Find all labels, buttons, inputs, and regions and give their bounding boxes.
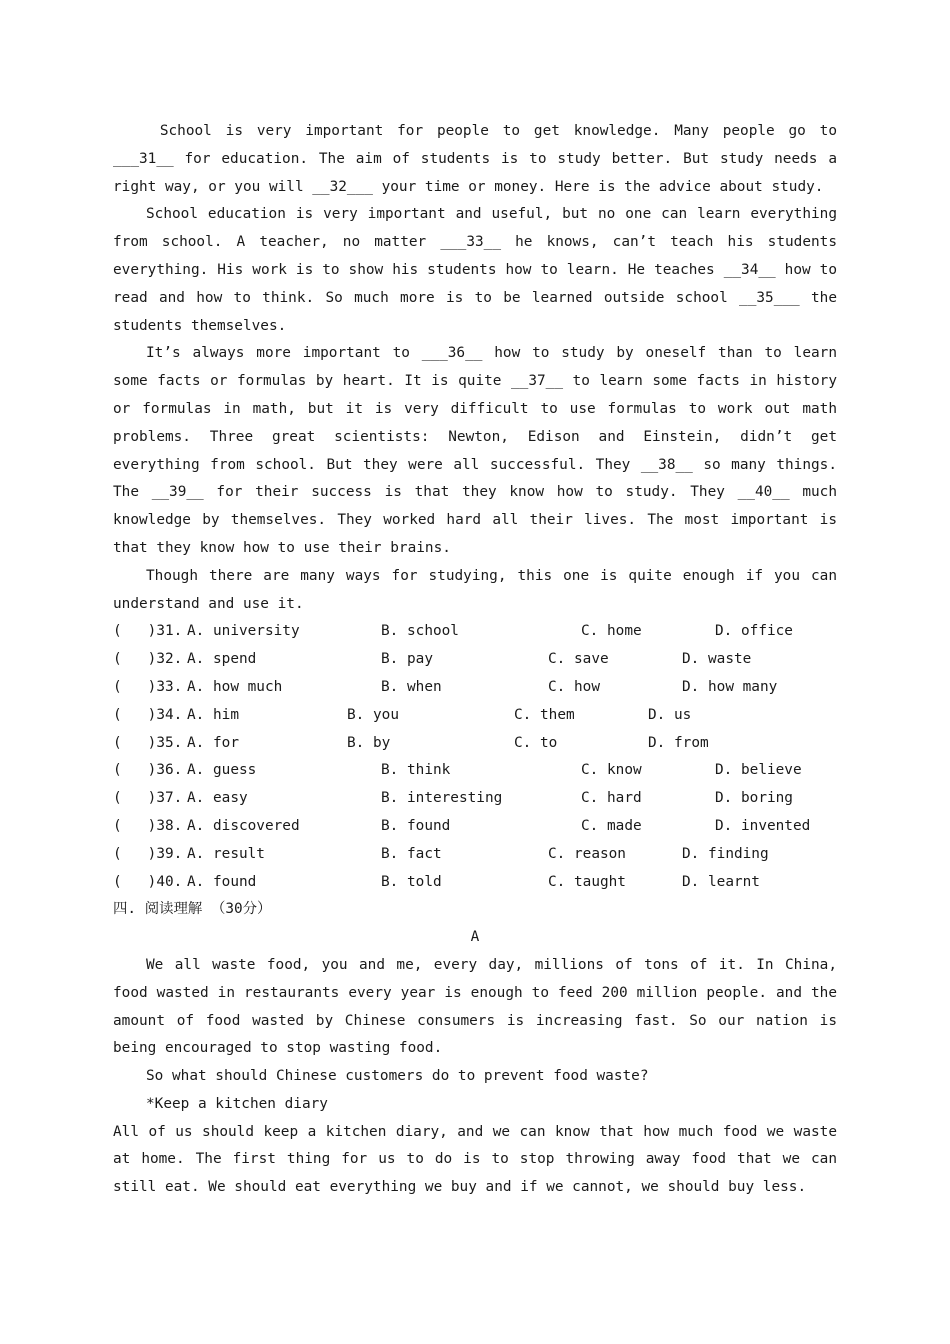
question-40 [113, 869, 837, 897]
option-b: B. interesting [381, 790, 503, 807]
option-d: D. waste [682, 651, 752, 668]
document-page [113, 118, 846, 1202]
option-b: B. found [381, 817, 451, 834]
cloze-paragraph-3: It’s always more important to ___36__ how to study by oneself than to learn some facts or formulas by heart. It is quite __37__ to learn some facts in history or formulas in math, but it is very difficult to use formulas to work out math problems. Three great scientists: Newton, Edison and Einstein, didn’t get everything from school. But they were all successful. They __38__ so many things. The __39__ for their success is that they know how to study. They __40__ much knowledge by themselves. They worked hard all their lives. The most important is that they know how to use their brains. [113, 345, 846, 556]
option-b: B. school [381, 623, 459, 640]
option-b: B. think [381, 762, 451, 779]
reading-paragraph-3: All of us should keep a kitchen diary, and we can know that how much food we waste at home. The first thing for us to do is to stop throwing away food that we can still eat. We should eat everything we buy and if we cannot, we should buy less. [113, 1123, 846, 1196]
option-b: B. pay [381, 651, 433, 668]
option-c: C. them [514, 706, 575, 723]
option-b: B. told [381, 873, 442, 890]
option-c: C. home [581, 623, 642, 640]
question-39 [113, 841, 837, 869]
option-b: B. when [381, 678, 442, 695]
option-c: C. save [548, 651, 609, 668]
option-c: C. hard [581, 790, 642, 807]
option-c: C. made [581, 817, 642, 834]
option-c: C. to [514, 734, 558, 751]
option-a: A. him [187, 706, 239, 723]
option-a: A. found [187, 873, 257, 890]
question-31 [113, 618, 837, 646]
question-37 [113, 785, 837, 813]
option-a: A. guess [187, 762, 257, 779]
option-a: A. spend [187, 651, 257, 668]
question-number: ( )40. [113, 873, 183, 890]
option-a: A. university [187, 623, 300, 640]
option-a: A. result [187, 845, 265, 862]
option-a: A. for [187, 734, 239, 751]
option-b: B. by [347, 734, 391, 751]
option-d: D. learnt [682, 873, 760, 890]
question-number: ( )38. [113, 817, 183, 834]
question-34 [113, 702, 837, 730]
option-d: D. finding [682, 845, 769, 862]
reading-paragraph-2: So what should Chinese customers do to prevent food waste? [146, 1068, 649, 1085]
question-38 [113, 813, 837, 841]
option-c: C. know [581, 762, 642, 779]
cloze-paragraph-2: School education is very important and useful, but no one can learn everything from school. A teacher, no matter ___33__ he knows, can’t teach his students everything. His work is to show his students how to learn. He teaches __34__ how to read and how to think. So much more is to be learned outside school __35___ the students themselves. [113, 206, 846, 334]
question-number: ( )36. [113, 762, 183, 779]
option-a: A. discovered [187, 817, 300, 834]
question-number: ( )39. [113, 845, 183, 862]
option-d: D. invented [715, 817, 811, 834]
option-d: D. us [648, 706, 692, 723]
question-32 [113, 646, 837, 674]
question-number: ( )32. [113, 651, 183, 668]
question-33 [113, 674, 837, 702]
question-number: ( )31. [113, 623, 183, 640]
reading-subheading: *Keep a kitchen diary [146, 1095, 328, 1112]
question-number: ( )37. [113, 790, 183, 807]
cloze-paragraph-1: School is very important for people to get knowledge. Many people go to ___31__ for education. The aim of students is to study better. But study needs a right way, or you will __32___ your time or money. Here is the advice about study. [113, 123, 846, 195]
reading-paragraph-1: We all waste food, you and me, every day, millions of tons of it. In China, food wasted in restaurants every year is enough to feed 200 million people. and the amount of food wasted by Chinese consumers is increasing fast. So our nation is being encouraged to stop wasting food. [113, 956, 846, 1057]
option-b: B. you [347, 706, 399, 723]
cloze-paragraph-4: Though there are many ways for studying, this one is quite enough if you can understand and use it. [113, 567, 846, 612]
option-c: C. how [548, 678, 600, 695]
option-c: C. reason [548, 845, 626, 862]
option-d: D. how many [682, 678, 778, 695]
option-a: A. easy [187, 790, 248, 807]
question-number: ( )35. [113, 734, 183, 751]
part-label: A [470, 929, 480, 946]
question-number: ( )34. [113, 706, 183, 723]
option-c: C. taught [548, 873, 626, 890]
option-d: D. from [648, 734, 709, 751]
option-a: A. how much [187, 678, 283, 695]
option-d: D. believe [715, 762, 802, 779]
question-36 [113, 757, 837, 785]
question-list [113, 618, 837, 896]
option-b: B. fact [381, 845, 442, 862]
section-heading: 四. 阅读理解 （30分） [113, 901, 272, 918]
option-d: D. boring [715, 790, 793, 807]
question-number: ( )33. [113, 678, 183, 695]
option-d: D. office [715, 623, 793, 640]
question-35 [113, 730, 837, 758]
